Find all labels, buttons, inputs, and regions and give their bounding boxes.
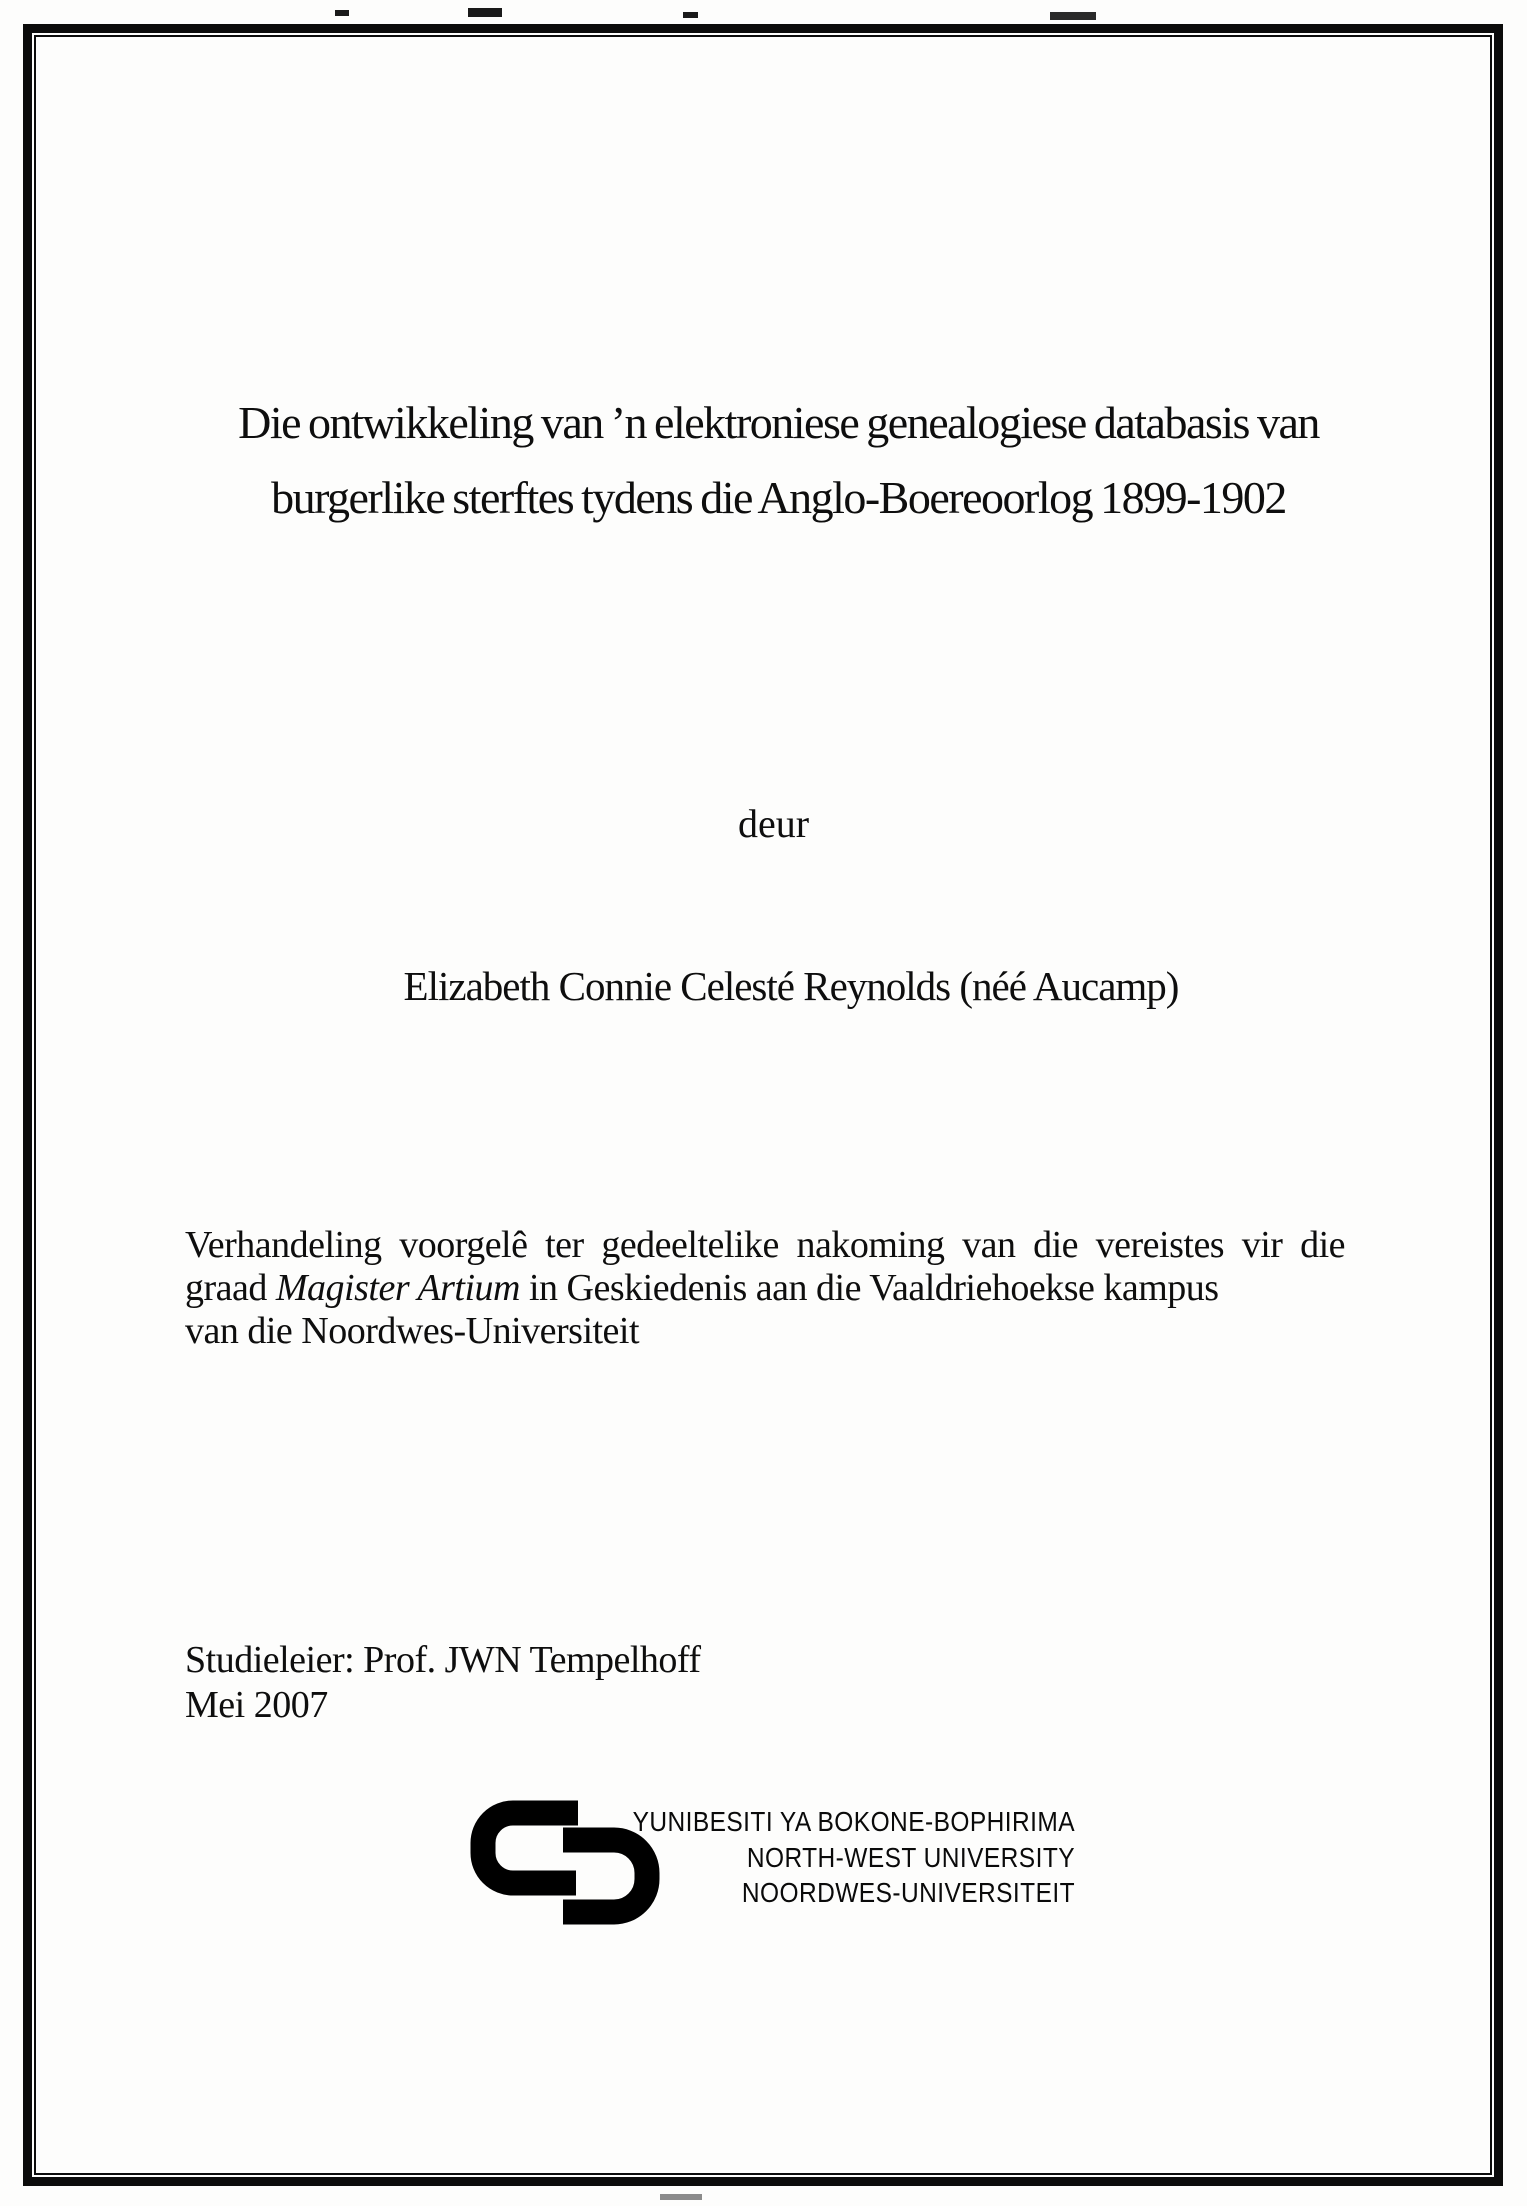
university-wordmark [585, 1804, 1075, 1911]
scan-artifact [468, 8, 502, 17]
degree-name-italic: Magister Artium [275, 1267, 520, 1309]
thesis-statement-line2 [185, 1267, 1345, 1310]
thesis-statement [185, 1224, 1345, 1353]
supervisor-line: Studieleier: Prof. JWN Tempelhoff [185, 1639, 701, 1681]
author-name: Elizabeth Connie Celesté Reynolds (néé Aucamp) [403, 963, 1179, 1009]
scan-artifact [1050, 12, 1096, 20]
byline-preposition: deur [737, 801, 810, 846]
thesis-title-line2: burgerlike sterftes tydens die Anglo-Boereoorlog 1899-1902 [271, 472, 1286, 523]
supervisor-block [185, 1638, 701, 1728]
scan-artifact [683, 12, 698, 18]
university-name-english: NORTH-WEST UNIVERSITY [746, 1841, 1075, 1873]
thesis-title-line1: Die ontwikkeling van ’n elektroniese genealogiese databasis van [238, 397, 1319, 448]
university-name-afrikaans: NOORDWES-UNIVERSITEIT [741, 1877, 1075, 1908]
thesis-statement-line3: van die Noordwes-Universiteit [185, 1310, 640, 1352]
thesis-statement-line1: Verhandeling voorgelê ter gedeeltelike nakoming van die vereistes vir die [185, 1224, 1345, 1266]
statement-line2-post: in Geskiedenis aan die Vaaldriehoekse kampus [519, 1267, 1219, 1309]
statement-line2-pre: graad [185, 1267, 276, 1309]
university-name-setswana: YUNIBESITI YA BOKONE-BOPHIRIMA [632, 1806, 1075, 1837]
date-line: Mei 2007 [185, 1684, 328, 1726]
scan-artifact [335, 10, 349, 16]
thesis-title [30, 385, 1527, 535]
scan-artifact [660, 2194, 702, 2200]
